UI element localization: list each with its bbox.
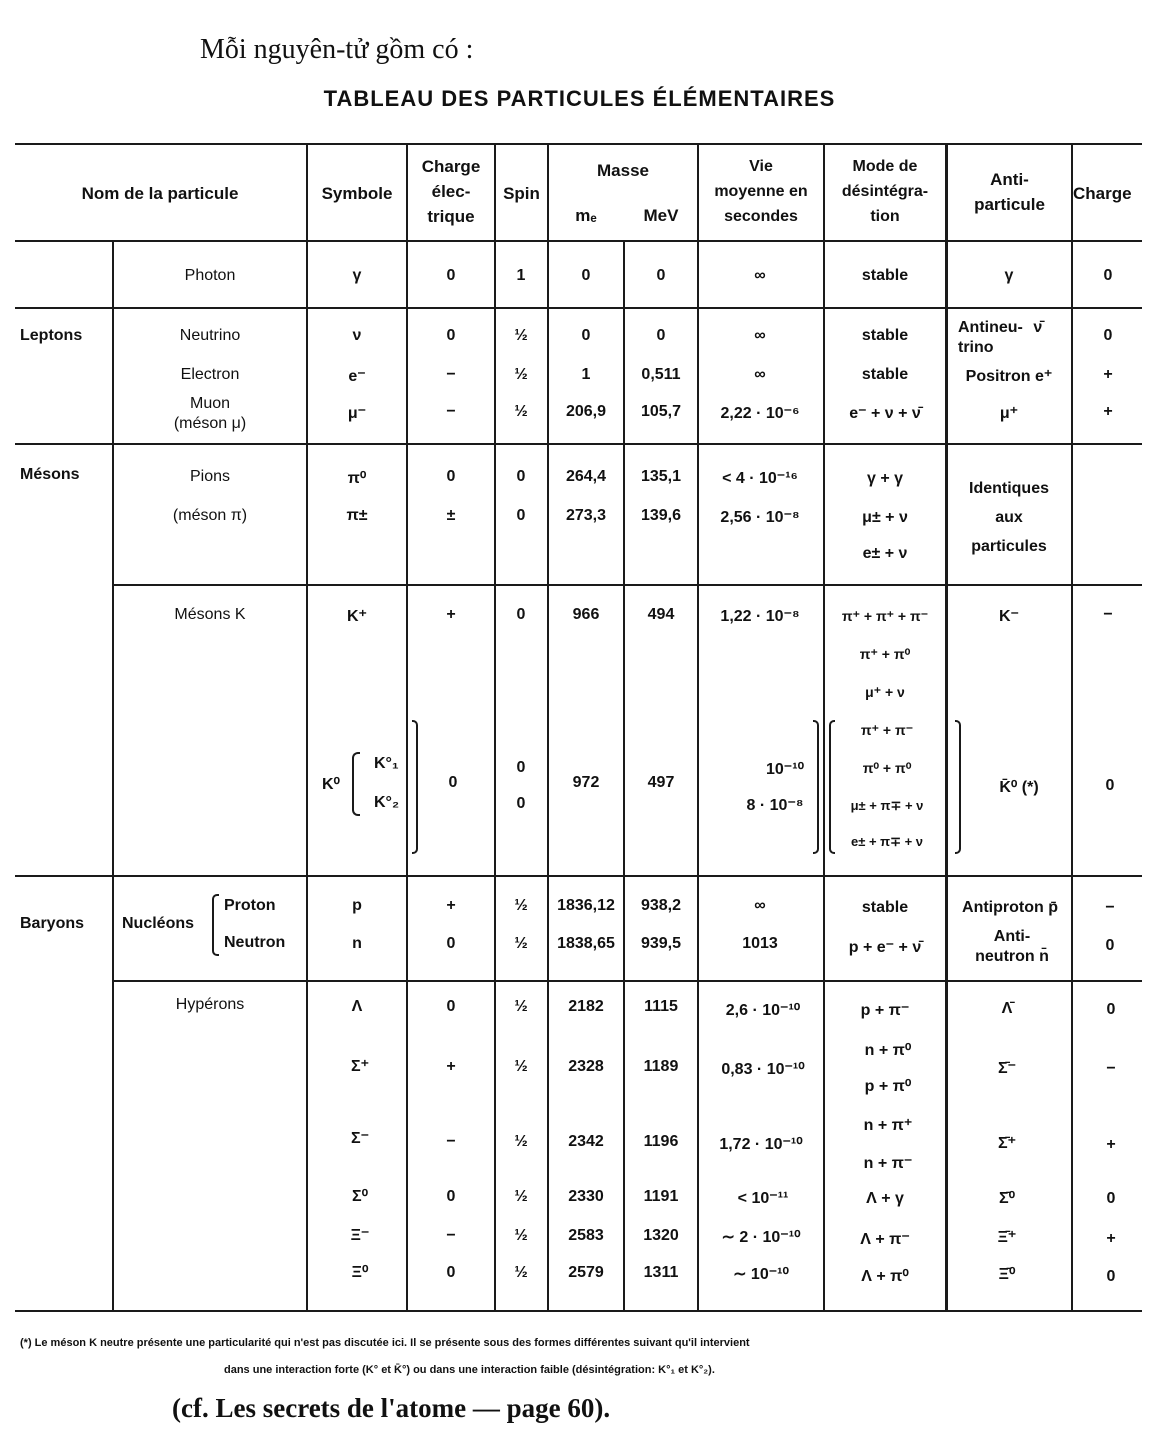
ximinus-symbol: Ξ⁻	[350, 1227, 370, 1244]
kzero-mev: 497	[647, 774, 675, 791]
neutron-anticharge: 0	[1105, 937, 1115, 954]
sigma0-me: 2330	[568, 1188, 604, 1205]
sigma0-charge: 0	[446, 1188, 456, 1205]
header-anti: Anti- particule	[974, 170, 1045, 214]
kzero-charge: 0	[448, 774, 458, 791]
neutrino-mev: 0	[656, 327, 666, 344]
rule-photon-bottom	[15, 307, 1142, 309]
photon-decay: stable	[861, 267, 909, 284]
proton-mev: 938,2	[640, 897, 682, 914]
kzero-spin-2: 0	[516, 795, 526, 812]
sigma0-anti: Σ̄⁰	[998, 1190, 1016, 1207]
sigmaplus-life: 0,83 · 10⁻¹⁰	[721, 1061, 805, 1078]
pionpm-life: 2,56 · 10⁻⁸	[720, 509, 800, 526]
col-rule-symbol	[406, 143, 408, 1310]
header-name: Nom de la particule	[81, 184, 239, 203]
electron-decay: stable	[861, 366, 909, 383]
pion0-charge: 0	[446, 468, 456, 485]
neutrino-charge: 0	[446, 327, 456, 344]
lambda-life: 2,6 · 10⁻¹⁰	[725, 1002, 801, 1019]
ximinus-decay: Λ + π⁻	[860, 1231, 910, 1248]
electron-name: Electron	[180, 366, 240, 383]
sigmaminus-charge: −	[446, 1133, 456, 1150]
group-nucleons: Nucléons	[122, 915, 195, 932]
photon-life: ∞	[754, 267, 766, 284]
sigmaminus-life: 1,72 · 10⁻¹⁰	[719, 1136, 803, 1153]
header-mass: Masse	[597, 161, 649, 180]
ximinus-charge: −	[446, 1227, 456, 1244]
ximinus-anticharge: +	[1106, 1230, 1116, 1247]
muon-anti: μ⁺	[999, 405, 1019, 422]
xi0-charge: 0	[446, 1264, 456, 1281]
kzero-anticharge: 0	[1105, 777, 1115, 794]
sigmaplus-charge: +	[446, 1058, 456, 1075]
col-rule-decay	[945, 143, 948, 1310]
neutron-me: 1838,65	[557, 935, 615, 952]
col-rule-anti	[1071, 143, 1073, 1310]
sigmaplus-symbol: Σ⁺	[350, 1058, 370, 1075]
sigmaplus-spin: ½	[514, 1058, 528, 1075]
kplus-decay-3: μ⁺ + ν	[865, 684, 905, 700]
muon-spin: ½	[514, 403, 528, 420]
ximinus-life: ∼ 2 · 10⁻¹⁰	[721, 1229, 801, 1246]
photon-mev: 0	[656, 267, 666, 284]
proton-anti: Antiproton p̄	[962, 899, 1058, 916]
muon-decay: e⁻ + ν + ν̄	[849, 405, 921, 422]
kplus-charge: +	[446, 606, 456, 623]
header-life: Vie moyenne en secondes	[714, 158, 808, 225]
kzero-anti-bracket	[955, 720, 961, 854]
rule-header-bottom	[15, 240, 1142, 242]
sigmaplus-decay-2: p + π⁰	[864, 1078, 912, 1095]
kzero-me: 972	[572, 774, 600, 791]
photon-anticharge: 0	[1103, 267, 1113, 284]
lambda-decay: p + π⁻	[860, 1002, 910, 1019]
pions-meson-name: (méson π)	[172, 507, 248, 524]
group-baryons: Baryons	[20, 915, 85, 932]
neutron-spin: ½	[514, 935, 528, 952]
pionpm-symbol: π±	[346, 507, 368, 524]
proton-name: Proton	[224, 897, 276, 914]
neutrino-spin: ½	[514, 327, 528, 344]
sigma0-anticharge: 0	[1106, 1190, 1116, 1207]
proton-charge: +	[446, 897, 456, 914]
sigmaplus-decay-1: n + π⁰	[864, 1042, 912, 1059]
neutrino-symbol: ν	[352, 327, 362, 344]
photon-charge: 0	[446, 267, 456, 284]
electron-mev: 0,511	[641, 366, 681, 383]
col-rule-charge	[494, 143, 496, 1310]
kzero-life-1: 10⁻¹⁰	[766, 761, 804, 778]
col-rule-me	[623, 242, 625, 1310]
lambda-anticharge: 0	[1106, 1001, 1116, 1018]
header-charge: Charge élec- trique	[421, 157, 481, 226]
sigmaminus-anticharge: +	[1106, 1136, 1116, 1153]
footnote-line-2: dans une interaction forte (K° et K̄°) ou dans une interaction faible (désintégration: K°₁ et K°₂).	[224, 1364, 715, 1376]
ximinus-spin: ½	[514, 1227, 528, 1244]
sigmaminus-spin: ½	[514, 1133, 528, 1150]
neutron-name: Neutron	[224, 934, 286, 951]
lambda-symbol: Λ	[351, 998, 363, 1015]
kplus-decay-1: π⁺ + π⁺ + π⁻	[841, 608, 929, 624]
group-leptons: Leptons	[20, 327, 83, 344]
lambda-charge: 0	[446, 998, 456, 1015]
lambda-anti: Λ̄	[1001, 1000, 1013, 1017]
muon-mev: 105,7	[640, 403, 682, 420]
pionpm-me: 273,3	[565, 507, 607, 524]
ximinus-me: 2583	[568, 1227, 604, 1244]
kzero-decay-bracket	[829, 720, 835, 854]
proton-spin: ½	[514, 897, 528, 914]
kplus-mev: 494	[647, 606, 675, 623]
xi0-life: ∼ 10⁻¹⁰	[733, 1266, 789, 1283]
kzero-life-2: 8 · 10⁻⁸	[746, 797, 804, 814]
xi0-mev: 1311	[643, 1264, 679, 1281]
col-rule-spin	[547, 143, 549, 1310]
pion-decay-extra: e± + ν	[862, 545, 908, 562]
pion0-spin: 0	[516, 468, 526, 485]
citation: (cf. Les secrets de l'atome — page 60).	[172, 1393, 611, 1423]
xi0-spin: ½	[514, 1264, 528, 1281]
sigmaplus-anti: Σ̄⁻	[997, 1060, 1017, 1077]
ximinus-anti: Ξ̄⁺	[997, 1229, 1017, 1246]
muon-charge: −	[446, 403, 456, 420]
pion0-decay: γ + γ	[866, 470, 904, 487]
kzero-symbol: K⁰	[322, 776, 340, 793]
xi0-anti: Ξ̄⁰	[998, 1266, 1016, 1283]
kzero-decay-4: e± + π∓ + ν	[850, 834, 924, 849]
neutron-charge: 0	[446, 935, 456, 952]
kzero-sub1: K°₁	[374, 755, 399, 772]
rule-bottom	[15, 1310, 1142, 1312]
xi0-anticharge: 0	[1106, 1268, 1116, 1285]
table-title: TABLEAU DES PARTICULES ÉLÉMENTAIRES	[323, 86, 836, 111]
kplus-spin: 0	[516, 606, 526, 623]
xi0-symbol: Ξ⁰	[351, 1264, 369, 1281]
hyperons-name: Hypérons	[175, 996, 245, 1013]
proton-me: 1836,12	[557, 897, 615, 914]
kmesons-name: Mésons K	[174, 606, 246, 623]
col-rule-group	[112, 242, 114, 1310]
pion0-me: 264,4	[565, 468, 607, 485]
proton-symbol: p	[352, 897, 362, 914]
muon-life: 2,22 · 10⁻⁶	[720, 405, 800, 422]
proton-anticharge: −	[1105, 899, 1115, 916]
kzero-decay-3: μ± + π∓ + ν	[850, 798, 924, 813]
kplus-life: 1,22 · 10⁻⁸	[720, 608, 800, 625]
sigma0-symbol: Σ⁰	[351, 1188, 369, 1205]
neutrino-anticharge: 0	[1103, 327, 1113, 344]
photon-me: 0	[581, 267, 591, 284]
pion0-life: < 4 · 10⁻¹⁶	[722, 470, 798, 487]
ximinus-mev: 1320	[643, 1227, 679, 1244]
lambda-spin: ½	[514, 998, 528, 1015]
neutron-anti: Anti- neutron n̄	[975, 928, 1049, 965]
photon-spin: 1	[516, 267, 526, 284]
sigma0-decay: Λ + γ	[866, 1190, 904, 1207]
pion0-mev: 135,1	[640, 468, 682, 485]
pionpm-charge: ±	[446, 507, 456, 524]
pionpm-decay: μ± + ν	[862, 509, 908, 526]
electron-symbol: e⁻	[348, 368, 366, 385]
proton-decay: stable	[861, 899, 909, 916]
photon-name: Photon	[184, 267, 236, 284]
muon-symbol: μ⁻	[347, 405, 367, 422]
sigmaplus-me: 2328	[568, 1058, 604, 1075]
photon-symbol: γ	[352, 267, 362, 284]
kzero-sub2: K°₂	[374, 794, 400, 811]
neutrino-life: ∞	[754, 327, 766, 344]
pion0-symbol: π⁰	[347, 470, 367, 487]
xi0-me: 2579	[568, 1264, 604, 1281]
electron-charge: −	[446, 366, 456, 383]
sigma0-mev: 1191	[643, 1188, 679, 1205]
kzero-sym-bracket	[412, 720, 418, 854]
col-rule-mass	[697, 143, 699, 1310]
rule-leptons-bottom	[15, 443, 1142, 445]
kzero-decay-2: π⁰ + π⁰	[862, 760, 912, 776]
electron-me: 1	[581, 366, 591, 383]
kplus-anticharge: −	[1103, 606, 1113, 623]
rule-nucleons-bottom	[113, 980, 1142, 982]
footnote-line-1: (*) Le méson K neutre présente une particularité qui n'est pas discutée ici. Il se présente sous des formes différentes suivant qu'il intervient	[20, 1337, 750, 1349]
col-rule-name	[306, 143, 308, 1310]
muon-me: 206,9	[565, 403, 607, 420]
kzero-spin-1: 0	[516, 759, 526, 776]
pions-name: Pions	[189, 468, 231, 485]
kplus-symbol: K⁺	[347, 608, 367, 625]
sigmaplus-mev: 1189	[643, 1058, 679, 1075]
sigmaminus-mev: 1196	[643, 1133, 679, 1150]
neutrino-decay: stable	[861, 327, 909, 344]
nucleons-brace	[212, 894, 219, 956]
sigma0-life: < 10⁻¹¹	[737, 1190, 789, 1207]
sigmaminus-me: 2342	[568, 1133, 604, 1150]
neutrino-me: 0	[581, 327, 591, 344]
muon-name: Muon (méson μ)	[173, 395, 247, 432]
kzero-life-bracket	[813, 720, 819, 854]
muon-anticharge: +	[1103, 403, 1113, 420]
neutron-decay: p + e⁻ + ν̄	[848, 939, 922, 956]
neutrino-anti: Antineu- ν̄ trino	[958, 319, 1043, 356]
electron-anti: Positron e⁺	[965, 368, 1053, 385]
sigmaminus-decay-1: n + π⁺	[863, 1117, 913, 1134]
neutron-mev: 939,5	[640, 935, 682, 952]
header-spin: Spin	[503, 184, 540, 203]
header-mass-mev: MeV	[643, 206, 679, 225]
pionpm-spin: 0	[516, 507, 526, 524]
electron-life: ∞	[754, 366, 766, 383]
electron-anticharge: +	[1103, 366, 1113, 383]
header-anticharge: Charge	[1073, 184, 1132, 203]
kzero-anti: K̄⁰ (*)	[999, 779, 1039, 796]
sigmaminus-anti: Σ̄⁺	[997, 1135, 1017, 1152]
page-heading: Mỗi nguyên-tử gồm có :	[200, 34, 474, 65]
kzero-left-brace	[352, 752, 360, 816]
xi0-decay: Λ + π⁰	[861, 1268, 909, 1285]
neutron-symbol: n	[352, 935, 362, 952]
rule-pions-bottom	[113, 584, 1142, 586]
header-decay: Mode de désintégra- tion	[841, 158, 929, 225]
neutrino-name: Neutrino	[179, 327, 241, 344]
header-symbol: Symbole	[321, 184, 393, 203]
col-rule-life	[823, 143, 825, 1310]
rule-top	[15, 143, 1142, 145]
proton-life: ∞	[754, 897, 766, 914]
kzero-decay-1: π⁺ + π⁻	[860, 722, 914, 738]
kplus-anti: K⁻	[999, 608, 1019, 625]
kplus-me: 966	[572, 606, 600, 623]
header-mass-me: mₑ	[575, 206, 597, 225]
pion-anti: Identiques aux particules	[968, 480, 1050, 555]
sigmaminus-symbol: Σ⁻	[350, 1130, 370, 1147]
kplus-decay-2: π⁺ + π⁰	[859, 646, 911, 662]
pionpm-mev: 139,6	[640, 507, 682, 524]
group-mesons: Mésons	[20, 466, 80, 483]
lambda-mev: 1115	[644, 998, 678, 1015]
neutron-life: 1013	[742, 935, 778, 952]
sigmaplus-anticharge: −	[1106, 1060, 1116, 1077]
lambda-me: 2182	[568, 998, 604, 1015]
rule-mesons-bottom	[15, 875, 1142, 877]
sigmaminus-decay-2: n + π⁻	[863, 1155, 913, 1172]
electron-spin: ½	[514, 366, 528, 383]
photon-anti: γ	[1004, 267, 1014, 284]
sigma0-spin: ½	[514, 1188, 528, 1205]
